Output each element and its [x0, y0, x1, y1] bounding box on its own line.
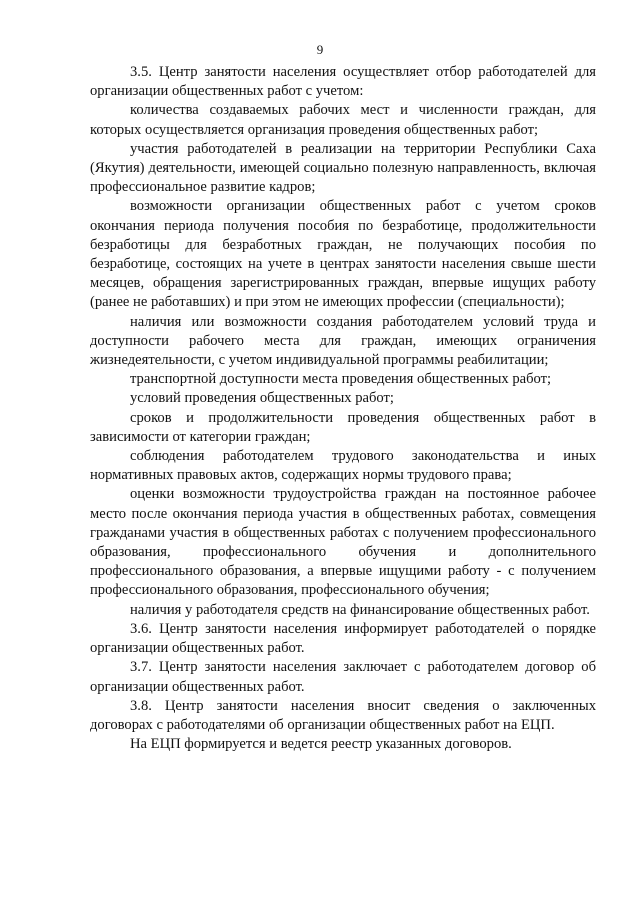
list-item-terms: сроков и продолжительности проведения общественных работ в зависимости от категории граждан; [90, 409, 596, 445]
list-item-labor-law: соблюдения работодателем трудового законодательства и иных нормативных правовых актов, содержащих нормы трудового права; [90, 448, 596, 484]
document-body [90, 63, 596, 754]
list-item-employment-assessment: оценки возможности трудоустройства граждан на постоянное рабочее место после окончания периода участия в общественных работах, совмещения гражданами участия в общественных работах с получением профессионального образования, профессионального обучения и дополнительного профессионального образования, а впервые ищущими работу - с получением профессионального образования, профессионального обучения; [90, 486, 596, 599]
list-item-organization-possibility: возможности организации общественных работ с учетом сроков окончания периода получения пособия по безработице, продолжительности безработицы для безработных граждан, не получающих пособия по безработице, состоящих на учете в центрах занятости населения свыше шести месяцев, обращения зарегистрированных граждан, впервые ищущих работу (ранее не работавших) и при этом не имеющих профессии (специальности); [90, 198, 596, 311]
page-number: 9 [316, 42, 324, 57]
list-item-employer-participation: участия работодателей в реализации на территории Республики Саха (Якутия) деятельности, имеющей социально полезную направленность, включая профессиональное развитие кадров; [90, 140, 596, 196]
paragraph-registry: На ЕЦП формируется и ведется реестр указанных договоров. [130, 736, 512, 753]
list-item-transport-access: транспортной доступности места проведения общественных работ; [130, 371, 552, 388]
paragraph-3-7: 3.7. Центр занятости населения заключает с работодателем договор об организации общественных работ. [90, 659, 596, 695]
list-item-conditions: условий проведения общественных работ; [130, 390, 394, 407]
list-item-funding: наличия у работодателя средств на финансирование общественных работ. [130, 601, 590, 618]
list-item-jobs-count: количества создаваемых рабочих мест и численности граждан, для которых осуществляется организация проведения общественных работ; [90, 102, 596, 138]
paragraph-3-8: 3.8. Центр занятости населения вносит сведения о заключенных договорах с работодателями об организации общественных работ на ЕЦП. [90, 697, 596, 733]
list-item-working-conditions: наличия или возможности создания работодателем условий труда и доступности рабочего места для граждан, имеющих ограничения жизнедеятельности, с учетом индивидуальной программы реабилитации; [90, 313, 596, 369]
paragraph-3-5: 3.5. Центр занятости населения осуществляет отбор работодателей для организации общественных работ с учетом: [90, 64, 596, 100]
paragraph-3-6: 3.6. Центр занятости населения информирует работодателей о порядке организации общественных работ. [90, 620, 596, 657]
